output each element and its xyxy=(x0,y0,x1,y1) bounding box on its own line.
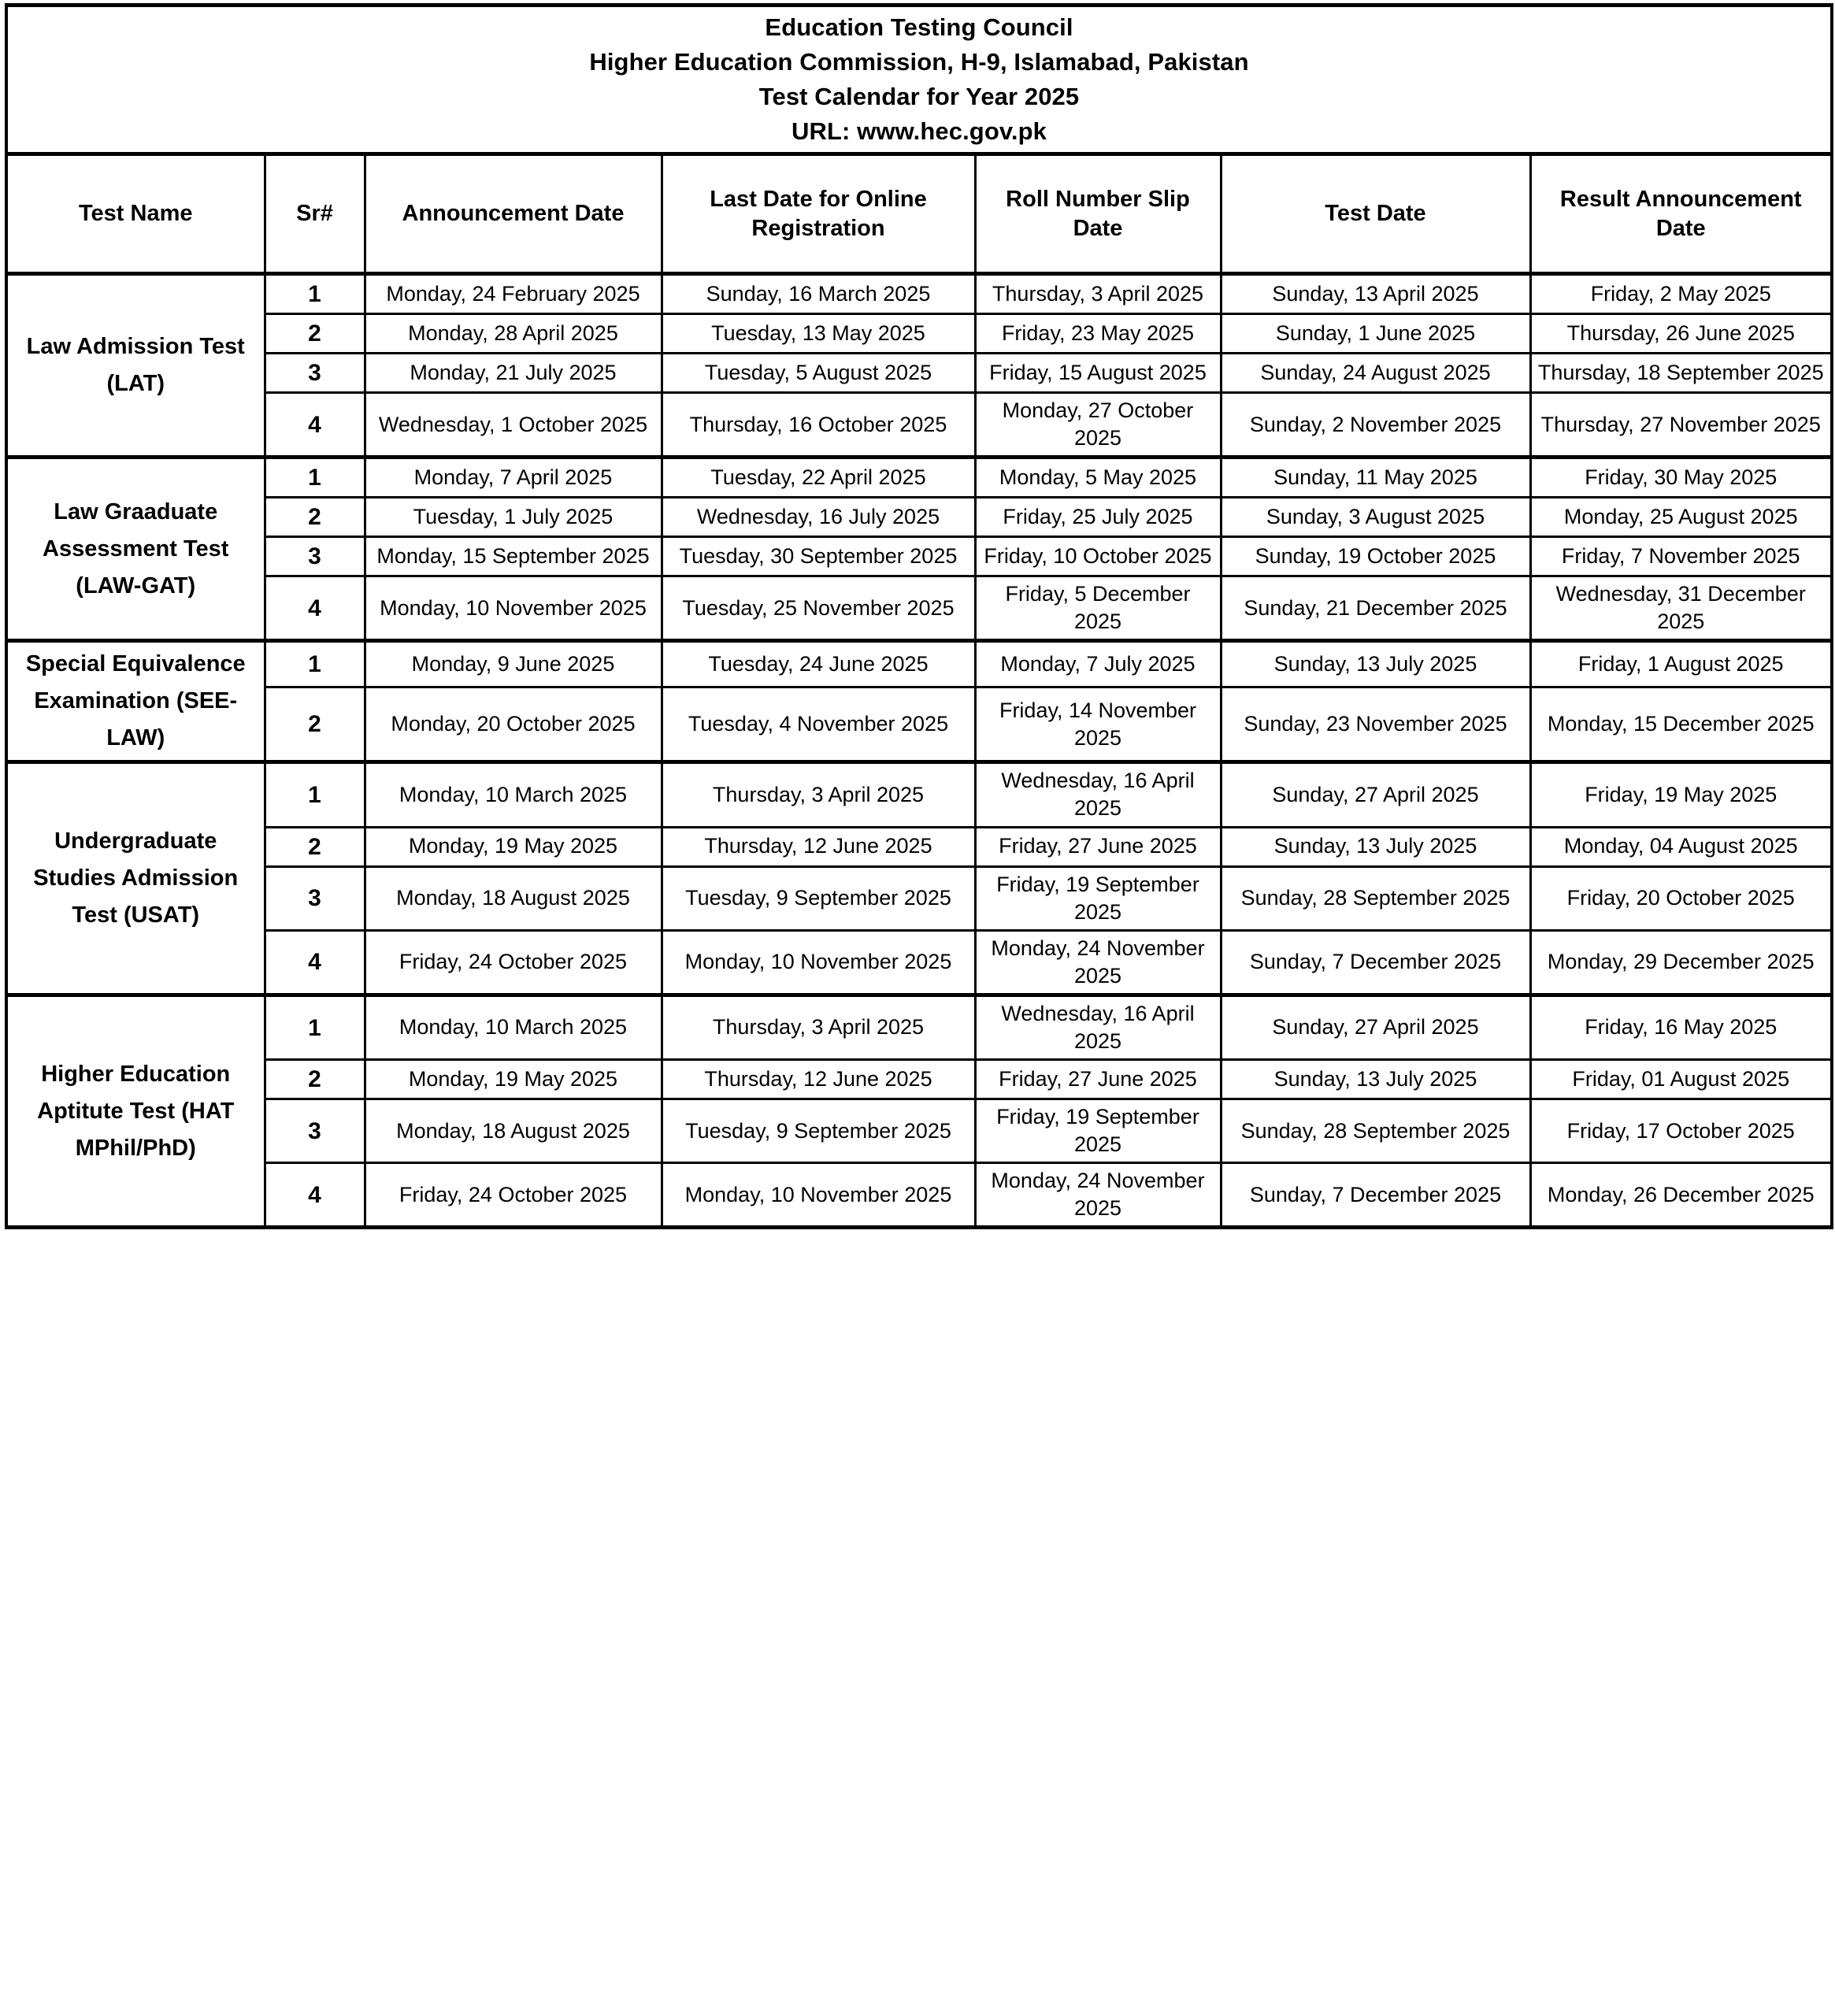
document-title-block xyxy=(6,6,1832,154)
result-date-cell: Friday, 7 November 2025 xyxy=(1530,537,1832,576)
test-date-cell: Sunday, 19 October 2025 xyxy=(1221,537,1530,576)
sr-cell: 3 xyxy=(265,1099,365,1163)
result-date-cell: Friday, 19 May 2025 xyxy=(1530,762,1832,827)
roll-slip-date-cell: Friday, 27 June 2025 xyxy=(975,1060,1221,1099)
test-date-cell: Sunday, 11 May 2025 xyxy=(1221,458,1530,498)
table-row xyxy=(6,1099,1832,1163)
column-header-roll-number-slip-date: Roll Number Slip Date xyxy=(975,154,1221,274)
last-date-cell: Thursday, 16 October 2025 xyxy=(662,393,975,458)
sr-cell: 1 xyxy=(265,274,365,314)
test-date-cell: Sunday, 13 April 2025 xyxy=(1221,274,1530,314)
table-row xyxy=(6,687,1832,762)
announcement-date-cell: Monday, 24 February 2025 xyxy=(365,274,662,314)
test-name-cell: Undergraduate Studies Admission Test (USAT) xyxy=(6,762,265,995)
announcement-date-cell: Monday, 10 March 2025 xyxy=(365,995,662,1059)
title-line-address: Higher Education Commission, H-9, Islamabad, Pakistan xyxy=(589,48,1249,76)
table-row xyxy=(6,537,1832,576)
title-line-organization: Education Testing Council xyxy=(765,13,1073,41)
sr-cell: 4 xyxy=(265,930,365,995)
test-date-cell: Sunday, 28 September 2025 xyxy=(1221,866,1530,930)
last-date-cell: Tuesday, 4 November 2025 xyxy=(662,687,975,762)
result-date-cell: Monday, 26 December 2025 xyxy=(1530,1163,1832,1228)
test-date-cell: Sunday, 7 December 2025 xyxy=(1221,930,1530,995)
column-header-test-date: Test Date xyxy=(1221,154,1530,274)
announcement-date-cell: Friday, 24 October 2025 xyxy=(365,1163,662,1228)
test-date-cell: Sunday, 27 April 2025 xyxy=(1221,762,1530,827)
table-row xyxy=(6,274,1832,314)
table-row xyxy=(6,498,1832,537)
test-date-cell: Sunday, 13 July 2025 xyxy=(1221,1060,1530,1099)
announcement-date-cell: Monday, 19 May 2025 xyxy=(365,827,662,866)
table-row xyxy=(6,641,1832,687)
table-row xyxy=(6,458,1832,498)
last-date-cell: Thursday, 12 June 2025 xyxy=(662,1060,975,1099)
roll-slip-date-cell: Monday, 27 October 2025 xyxy=(975,393,1221,458)
roll-slip-date-cell: Friday, 14 November 2025 xyxy=(975,687,1221,762)
announcement-date-cell: Monday, 15 September 2025 xyxy=(365,537,662,576)
roll-slip-date-cell: Friday, 27 June 2025 xyxy=(975,827,1221,866)
test-date-cell: Sunday, 23 November 2025 xyxy=(1221,687,1530,762)
last-date-cell: Tuesday, 13 May 2025 xyxy=(662,314,975,354)
result-date-cell: Monday, 25 August 2025 xyxy=(1530,498,1832,537)
sr-cell: 2 xyxy=(265,498,365,537)
last-date-cell: Tuesday, 25 November 2025 xyxy=(662,576,975,641)
table-head xyxy=(6,6,1832,274)
announcement-date-cell: Monday, 10 November 2025 xyxy=(365,576,662,641)
roll-slip-date-cell: Wednesday, 16 April 2025 xyxy=(975,762,1221,827)
sr-cell: 3 xyxy=(265,354,365,393)
result-date-cell: Wednesday, 31 December 2025 xyxy=(1530,576,1832,641)
table-row xyxy=(6,995,1832,1059)
roll-slip-date-cell: Friday, 10 October 2025 xyxy=(975,537,1221,576)
result-date-cell: Thursday, 27 November 2025 xyxy=(1530,393,1832,458)
sr-cell: 4 xyxy=(265,393,365,458)
test-calendar-table xyxy=(5,3,1833,1229)
test-date-cell: Sunday, 24 August 2025 xyxy=(1221,354,1530,393)
sr-cell: 2 xyxy=(265,1060,365,1099)
column-header-result-announcement-date: Result Announcement Date xyxy=(1530,154,1832,274)
table-row xyxy=(6,393,1832,458)
roll-slip-date-cell: Monday, 24 November 2025 xyxy=(975,930,1221,995)
sr-cell: 1 xyxy=(265,762,365,827)
table-body xyxy=(6,274,1832,1228)
test-date-cell: Sunday, 13 July 2025 xyxy=(1221,641,1530,687)
table-row xyxy=(6,1060,1832,1099)
announcement-date-cell: Monday, 19 May 2025 xyxy=(365,1060,662,1099)
roll-slip-date-cell: Monday, 7 July 2025 xyxy=(975,641,1221,687)
table-row xyxy=(6,354,1832,393)
announcement-date-cell: Monday, 18 August 2025 xyxy=(365,866,662,930)
result-date-cell: Friday, 20 October 2025 xyxy=(1530,866,1832,930)
roll-slip-date-cell: Thursday, 3 April 2025 xyxy=(975,274,1221,314)
test-date-cell: Sunday, 3 August 2025 xyxy=(1221,498,1530,537)
sr-cell: 2 xyxy=(265,314,365,354)
table-row xyxy=(6,314,1832,354)
result-date-cell: Friday, 16 May 2025 xyxy=(1530,995,1832,1059)
sr-cell: 2 xyxy=(265,827,365,866)
last-date-cell: Wednesday, 16 July 2025 xyxy=(662,498,975,537)
test-name-cell: Special Equivalence Examination (SEE-LAW) xyxy=(6,641,265,762)
table-row xyxy=(6,762,1832,827)
test-name-cell: Higher Education Aptitute Test (HAT MPhil/PhD) xyxy=(6,995,265,1228)
roll-slip-date-cell: Friday, 25 July 2025 xyxy=(975,498,1221,537)
last-date-cell: Tuesday, 5 August 2025 xyxy=(662,354,975,393)
roll-slip-date-cell: Friday, 5 December 2025 xyxy=(975,576,1221,641)
roll-slip-date-cell: Friday, 19 September 2025 xyxy=(975,866,1221,930)
result-date-cell: Monday, 29 December 2025 xyxy=(1530,930,1832,995)
sr-cell: 3 xyxy=(265,866,365,930)
last-date-cell: Monday, 10 November 2025 xyxy=(662,930,975,995)
column-header-row xyxy=(6,154,1832,274)
result-date-cell: Monday, 04 August 2025 xyxy=(1530,827,1832,866)
last-date-cell: Monday, 10 November 2025 xyxy=(662,1163,975,1228)
roll-slip-date-cell: Friday, 19 September 2025 xyxy=(975,1099,1221,1163)
last-date-cell: Tuesday, 30 September 2025 xyxy=(662,537,975,576)
result-date-cell: Friday, 01 August 2025 xyxy=(1530,1060,1832,1099)
announcement-date-cell: Monday, 7 April 2025 xyxy=(365,458,662,498)
sr-cell: 1 xyxy=(265,995,365,1059)
test-date-cell: Sunday, 27 April 2025 xyxy=(1221,995,1530,1059)
last-date-cell: Thursday, 12 June 2025 xyxy=(662,827,975,866)
test-date-cell: Sunday, 28 September 2025 xyxy=(1221,1099,1530,1163)
sr-cell: 2 xyxy=(265,687,365,762)
sr-cell: 1 xyxy=(265,458,365,498)
title-row xyxy=(6,6,1832,154)
announcement-date-cell: Monday, 28 April 2025 xyxy=(365,314,662,354)
test-date-cell: Sunday, 21 December 2025 xyxy=(1221,576,1530,641)
table-row xyxy=(6,1163,1832,1228)
title-line-calendar-year: Test Calendar for Year 2025 xyxy=(758,83,1080,111)
test-date-cell: Sunday, 1 June 2025 xyxy=(1221,314,1530,354)
result-date-cell: Thursday, 26 June 2025 xyxy=(1530,314,1832,354)
title-line-url: URL: www.hec.gov.pk xyxy=(791,117,1047,146)
roll-slip-date-cell: Friday, 15 August 2025 xyxy=(975,354,1221,393)
table-row xyxy=(6,930,1832,995)
roll-slip-date-cell: Friday, 23 May 2025 xyxy=(975,314,1221,354)
roll-slip-date-cell: Wednesday, 16 April 2025 xyxy=(975,995,1221,1059)
test-date-cell: Sunday, 13 July 2025 xyxy=(1221,827,1530,866)
announcement-date-cell: Monday, 20 October 2025 xyxy=(365,687,662,762)
announcement-date-cell: Tuesday, 1 July 2025 xyxy=(365,498,662,537)
result-date-cell: Friday, 30 May 2025 xyxy=(1530,458,1832,498)
announcement-date-cell: Monday, 18 August 2025 xyxy=(365,1099,662,1163)
roll-slip-date-cell: Monday, 24 November 2025 xyxy=(975,1163,1221,1228)
test-date-cell: Sunday, 2 November 2025 xyxy=(1221,393,1530,458)
result-date-cell: Monday, 15 December 2025 xyxy=(1530,687,1832,762)
sr-cell: 4 xyxy=(265,1163,365,1228)
result-date-cell: Friday, 2 May 2025 xyxy=(1530,274,1832,314)
sr-cell: 3 xyxy=(265,537,365,576)
announcement-date-cell: Wednesday, 1 October 2025 xyxy=(365,393,662,458)
test-date-cell: Sunday, 7 December 2025 xyxy=(1221,1163,1530,1228)
column-header-test-name: Test Name xyxy=(6,154,265,274)
last-date-cell: Thursday, 3 April 2025 xyxy=(662,995,975,1059)
column-header-sr: Sr# xyxy=(265,154,365,274)
announcement-date-cell: Monday, 10 March 2025 xyxy=(365,762,662,827)
last-date-cell: Tuesday, 22 April 2025 xyxy=(662,458,975,498)
table-row xyxy=(6,866,1832,930)
roll-slip-date-cell: Monday, 5 May 2025 xyxy=(975,458,1221,498)
announcement-date-cell: Friday, 24 October 2025 xyxy=(365,930,662,995)
announcement-date-cell: Monday, 21 July 2025 xyxy=(365,354,662,393)
result-date-cell: Thursday, 18 September 2025 xyxy=(1530,354,1832,393)
last-date-cell: Tuesday, 9 September 2025 xyxy=(662,866,975,930)
announcement-date-cell: Monday, 9 June 2025 xyxy=(365,641,662,687)
last-date-cell: Tuesday, 9 September 2025 xyxy=(662,1099,975,1163)
column-header-announcement-date: Announcement Date xyxy=(365,154,662,274)
last-date-cell: Tuesday, 24 June 2025 xyxy=(662,641,975,687)
test-name-cell: Law Admission Test (LAT) xyxy=(6,274,265,458)
column-header-last-date-registration: Last Date for Online Registration xyxy=(662,154,975,274)
sr-cell: 1 xyxy=(265,641,365,687)
sr-cell: 4 xyxy=(265,576,365,641)
last-date-cell: Thursday, 3 April 2025 xyxy=(662,762,975,827)
result-date-cell: Friday, 17 October 2025 xyxy=(1530,1099,1832,1163)
last-date-cell: Sunday, 16 March 2025 xyxy=(662,274,975,314)
table-row xyxy=(6,827,1832,866)
result-date-cell: Friday, 1 August 2025 xyxy=(1530,641,1832,687)
table-row xyxy=(6,576,1832,641)
test-name-cell: Law Graaduate Assessment Test (LAW-GAT) xyxy=(6,458,265,641)
